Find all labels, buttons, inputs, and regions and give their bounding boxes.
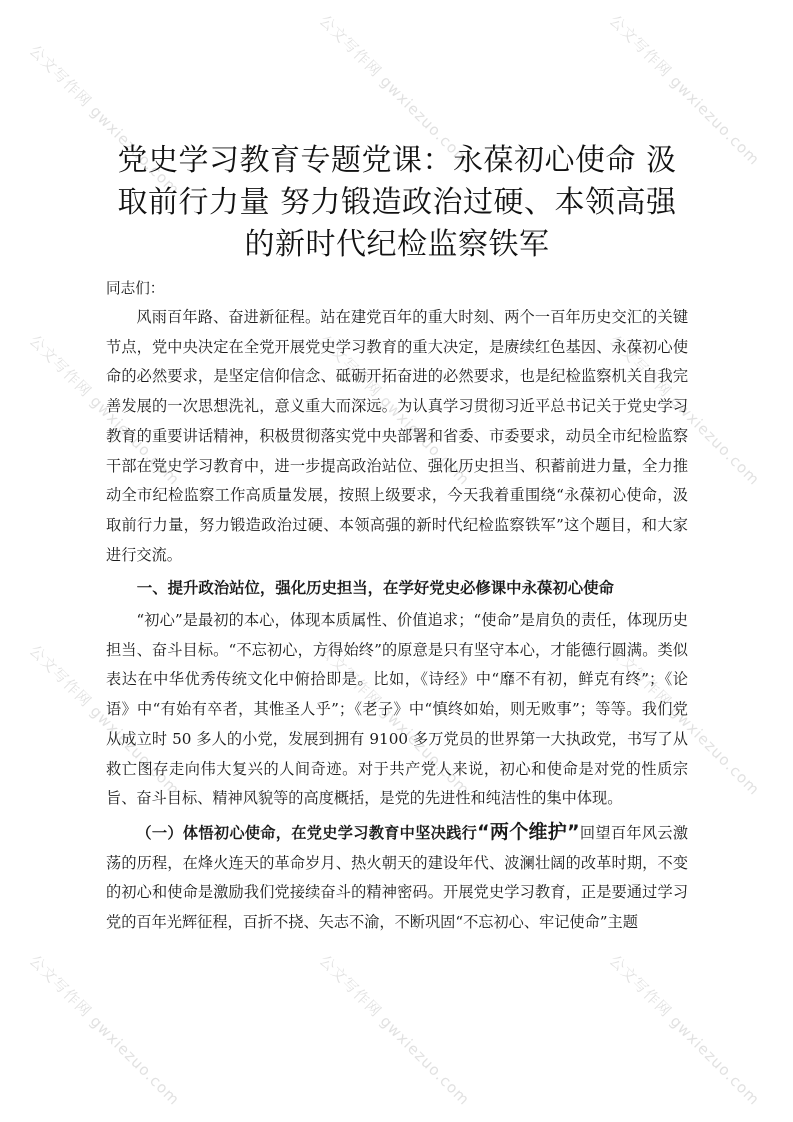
subsection-paragraph — [106, 818, 688, 938]
watermark: 公文写作网 gwxiezuo.com — [315, 11, 474, 170]
subsection-body: 回望百年风云激荡的历程，在烽火连天的革命岁月、热火朝天的建设年代、波澜壮阔的改革时期，不变的初心和使命是激励我们党接续奋斗的精神密码。开展党史学习教育，正是要通过学习党的百年光辉征程，百折不挠、矢志不渝，不断巩固“不忘初心、牢记使命”主题 — [106, 823, 689, 932]
watermark: 公文写作网 gwxiezuo.com — [315, 331, 474, 490]
subsection-heading-quote: “两个维护” — [477, 820, 580, 843]
subsection-heading: （一）体悟初心使命，在党史学习教育中坚决践行 — [136, 823, 478, 842]
watermark: 公文写作网 gwxiezuo.com — [605, 11, 764, 170]
watermark: 公文写作网 gwxiezuo.com — [605, 641, 764, 800]
watermark: 公文写作网 gwxiezuo.com — [605, 331, 764, 490]
section-paragraph: “初心”是最初的本心，体现本质属性、价值追求；“使命”是肩负的责任，体现历史担当、奋斗目标。“不忘初心，方得始终”的原意是只有坚守本心，才能德行圆满。类似表达在中华优秀传统文化中俯拾即是。比如，《诗经》中“靡不有初，鲜克有终”；《论语》中“有始有卒者，其惟圣人乎”；《老子》中“慎终如始，则无败事”；等等。我们党从成立时 50 多人的小党，发展到拥有 9100 多万党员的世界第一大执政党，书写了从救亡图存走向伟大复兴的人间奇迹。对于共产党人来说，初心和使命是对党的性质宗旨、奋斗目标、精神风貌等的高度概括，是党的先进性和纯洁性的集中体现。 — [106, 611, 688, 808]
intro-paragraph: 风雨百年路、奋进新征程。站在建党百年的重大时刻、两个一百年历史交汇的关键节点，党中央决定在全党开展党史学习教育的重大决定，是赓续红色基因、永葆初心使命的必然要求，是坚定信仰信念、砥砺开拓奋进的必然要求，也是纪检监察机关自我完善发展的一次思想洗礼，意义重大而深远。为认真学习贯彻习近平总书记关于党史学习教育的重要讲话精神，积极贯彻落实党中央部署和省委、市委要求，动员全市纪检监察干部在党史学习教育中，进一步提高政治站位、强化历史担当、积蓄前进力量，全力推动全市纪检监察工作高质量发展，按照上级要求，今天我着重围绕“永葆初心使命，汲取前行力量，努力锻造政治过硬、本领高强的新时代纪检监察铁军”这个题目，和大家进行交流。 — [106, 308, 688, 564]
watermark: 公文写作网 gwxiezuo.com — [315, 641, 474, 800]
watermark: 公文写作网 gwxiezuo.com — [605, 951, 764, 1110]
watermark: 公文写作网 gwxiezuo.com — [25, 641, 184, 800]
watermark: 公文写作网 gwxiezuo.com — [315, 951, 474, 1110]
document-body — [106, 140, 688, 938]
document-title: 党史学习教育专题党课：永葆初心使命 汲取前行力量 努力锻造政治过硬、本领高强的新时代纪检监察铁军 — [117, 143, 677, 262]
watermark: 公文写作网 gwxiezuo.com — [25, 331, 184, 490]
section-heading: 一、提升政治站位，强化历史担当，在学好党史必修课中永葆初心使命 — [136, 579, 614, 598]
watermark: 公文写作网 gwxiezuo.com — [25, 41, 184, 200]
salutation: 同志们： — [106, 280, 165, 297]
watermark: 公文写作网 gwxiezuo.com — [25, 951, 184, 1110]
